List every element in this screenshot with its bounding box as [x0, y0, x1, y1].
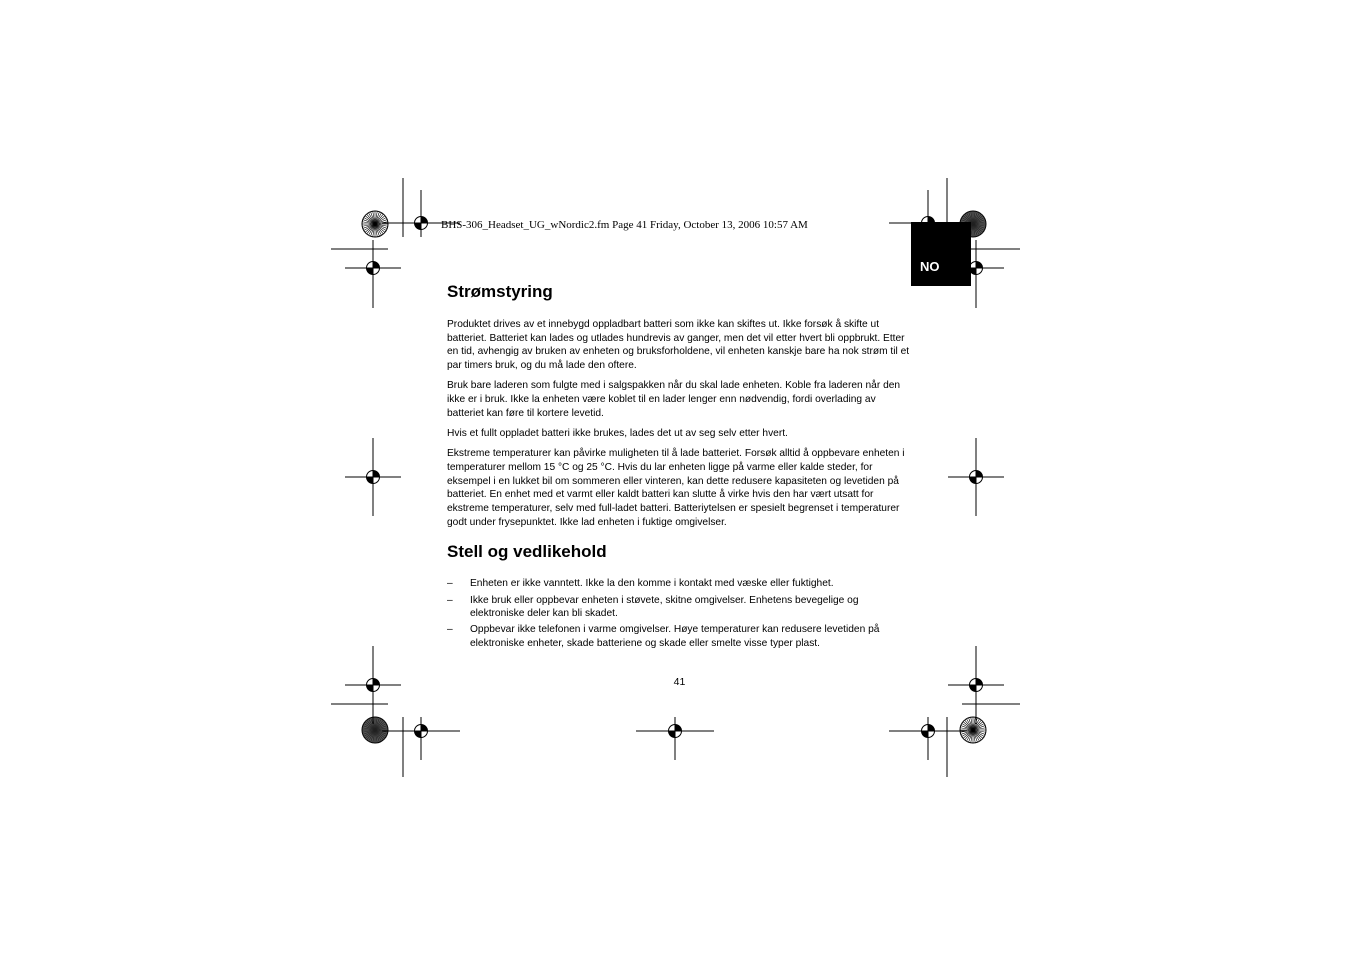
main-content	[447, 280, 911, 653]
list-item-text: Ikke bruk eller oppbevar enheten i støvete, skitne omgivelser. Enhetens bevegelige og elektroniske deler kan bli skadet.	[470, 594, 859, 620]
starburst-icon	[362, 211, 388, 237]
page-number-text: 41	[673, 676, 686, 688]
language-tab-label: NO	[920, 259, 940, 274]
list-item	[447, 577, 911, 591]
bullet-list	[447, 577, 911, 651]
starburst-icon	[362, 717, 388, 743]
section-power-management	[447, 280, 911, 529]
bullet-dash: –	[447, 578, 453, 590]
list-item-text: Enheten er ikke vanntett. Ikke la den komme i kontakt med væske eller fuktighet.	[470, 578, 834, 590]
starburst-icon	[960, 717, 986, 743]
paragraph: Produktet drives av et innebygd oppladbart batteri som ikke kan skiftes ut. Ikke forsøk å skifte ut batteriet. Batteriet kan lades og utlades hundrevis av ganger, men det vil etter hvert bli oppbrukt. Etter en tid, avhengig av bruken av enheten og bruksforholdene, vil enheten kanskje bare ha nok strøm til et par timers bruk, og du må lade den oftere.	[447, 319, 910, 372]
list-item	[447, 594, 911, 621]
language-tab	[911, 222, 971, 286]
paragraph: Bruk bare laderen som fulgte med i salgspakken når du skal lade enheten. Koble fra laderen når den ikke er i bruk. Ikke la enheten være koblet til en lader lenger enn nødvendig, fordi overlading av batteriet kan føre til kortere levetid.	[447, 380, 901, 419]
paragraph: Hvis et fullt oppladet batteri ikke brukes, lades det ut av seg selv etter hvert.	[447, 427, 788, 439]
list-item	[447, 623, 911, 650]
list-item-text: Oppbevar ikke telefonen i varme omgivelser. Høye temperaturer kan redusere levetiden på elektroniske enheter, skade batteriene og skade eller smelte visse typer plast.	[470, 624, 880, 650]
file-info-header: BHS-306_Headset_UG_wNordic2.fm Page 41 Friday, October 13, 2006 10:57 AM	[441, 219, 808, 231]
bullet-dash: –	[447, 594, 453, 606]
bullet-dash: –	[447, 624, 453, 636]
paragraph: Ekstreme temperaturer kan påvirke muligheten til å lade batteriet. Forsøk alltid å oppbevare enheten i temperaturer mellom 15 °C og 25 °C. Hvis du lar enheten ligge på varme eller kalde steder, for eksempel i en lukket bil om sommeren eller vinteren, kan dette redusere kapasiteten og levetiden på batteriet. En enhet med et varmt eller kaldt batteri kan slutte å virke hvis den har vært utsatt for ekstreme temperaturer, selv med full-ladet batteri. Batteriytelsen er spesielt begrenset i temperaturer godt under frysepunktet. Ikke lad enheten i fuktige omgivelser.	[447, 448, 905, 528]
page-number	[0, 676, 1351, 688]
section-heading: Stell og vedlikehold	[447, 542, 607, 562]
section-care-maintenance	[447, 540, 911, 651]
section-heading: Strømstyring	[447, 282, 553, 301]
